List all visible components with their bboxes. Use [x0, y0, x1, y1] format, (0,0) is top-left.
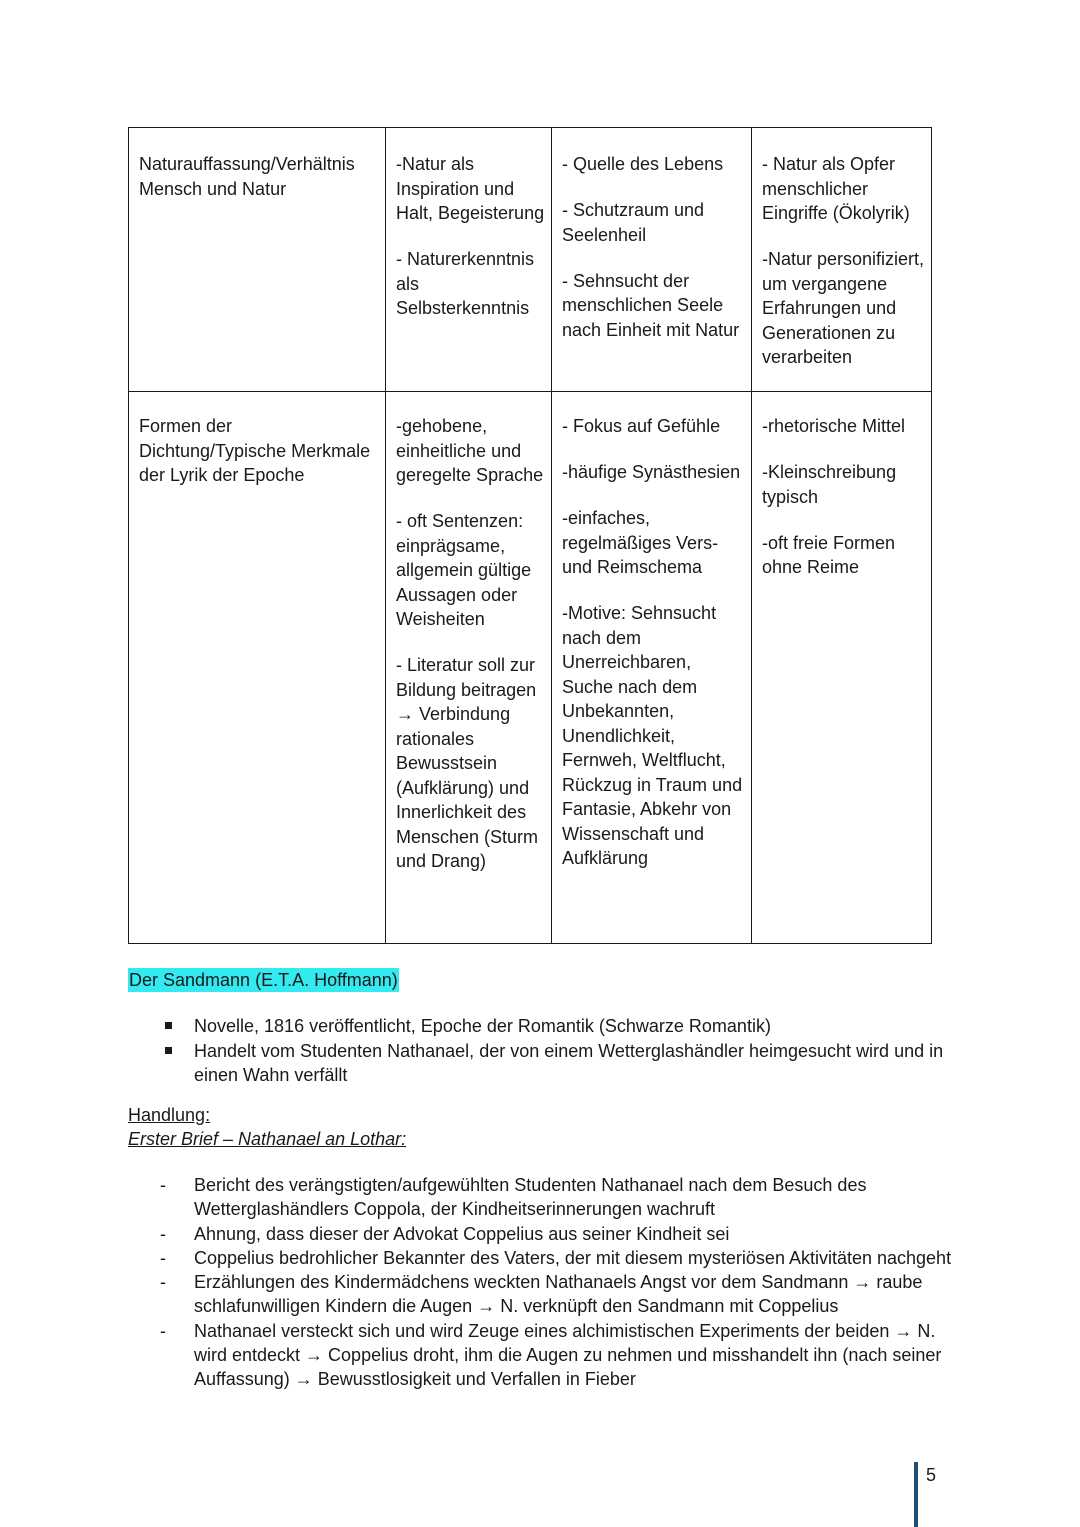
- list-item: [128, 1039, 958, 1088]
- list-item: [128, 1173, 958, 1222]
- table-cell: [386, 392, 552, 944]
- table-cell: [752, 128, 932, 392]
- table-row-forms: [129, 392, 932, 944]
- list-item-text: Novelle, 1816 veröffentlicht, Epoche der Romantik (Schwarze Romantik): [194, 1016, 771, 1036]
- cell-entry: -rhetorische Mittel: [762, 416, 906, 436]
- cell-entry: - Natur als Opfer menschlicher Eingriffe (Ökolyrik): [762, 154, 910, 223]
- letter-heading: Erster Brief – Nathanael an Lothar:: [128, 1129, 407, 1149]
- cell-entry: - Literatur soll zur Bildung beitragen → Verbindung rationales Bewusstsein (Aufklärung) und Innerlichkeit des Menschen (Sturm und Drang): [396, 655, 539, 871]
- cell-entry: - Naturerkenntnis als Selbsterkenntnis: [396, 249, 535, 318]
- page-number: 5: [926, 1465, 937, 1485]
- list-item: [128, 1319, 958, 1392]
- row-label: Naturauffassung/Verhältnis Mensch und Natur: [129, 128, 386, 392]
- table-cell: [552, 392, 752, 944]
- list-item-text: Bericht des verängstigten/aufgewühlten Studenten Nathanael nach dem Besuch des Wetterglashändlers Coppola, der Kindheitserinnerungen wachruft: [194, 1175, 867, 1220]
- list-item-text: Handelt vom Studenten Nathanael, der von einem Wetterglashändler heimgesucht wird und in einen Wahn verfällt: [194, 1040, 944, 1085]
- cell-entry: - Sehnsucht der menschlichen Seele nach Einheit mit Natur: [562, 270, 740, 340]
- page-number-bar: [914, 1462, 918, 1527]
- dash-bullet-icon: -: [160, 1247, 166, 1268]
- list-item: [128, 1222, 958, 1246]
- cell-entry: -Kleinschreibung typisch: [762, 462, 897, 507]
- list-item: [128, 1270, 958, 1319]
- cell-entry: - Schutzraum und Seelenheil: [562, 200, 705, 245]
- epoch-comparison-table: [128, 127, 932, 944]
- dash-bullet-icon: -: [160, 1223, 166, 1244]
- cell-entry: -gehobene, einheitliche und geregelte Sprache: [396, 416, 544, 485]
- cell-entry: -Natur als Inspiration und Halt, Begeisterung: [396, 154, 545, 223]
- list-item-text: Erzählungen des Kindermädchens weckten Nathanaels Angst vor dem Sandmann → raube schlafunwilligen Kindern die Augen → N. verknüpft den Sandmann mit Coppelius: [194, 1272, 923, 1317]
- cell-entry: - Quelle des Lebens: [562, 154, 724, 174]
- table-row-nature: [129, 128, 932, 392]
- table-cell: [752, 392, 932, 944]
- dash-bullet-icon: -: [160, 1320, 166, 1341]
- list-item: [128, 1014, 958, 1039]
- cell-entry: -Motive: Sehnsucht nach dem Unerreichbaren, Suche nach dem Unbekannten, Unendlichkeit, Fernweh, Weltflucht, Rückzug in Traum und Fantasie, Abkehr von Wissenschaft und Aufklärung: [562, 603, 743, 868]
- section-title: Der Sandmann (E.T.A. Hoffmann): [129, 970, 398, 990]
- square-bullet-icon: [165, 1047, 172, 1054]
- table-cell: [552, 128, 752, 392]
- cell-entry: -Natur personifiziert, um vergangene Erfahrungen und Generationen zu verarbeiten: [762, 249, 925, 367]
- list-item: [128, 1246, 958, 1270]
- row-label: Formen der Dichtung/Typische Merkmale der Lyrik der Epoche: [129, 392, 386, 944]
- list-item-text: Ahnung, dass dieser der Advokat Coppelius aus seiner Kindheit sei: [194, 1223, 730, 1244]
- table-cell: [386, 128, 552, 392]
- plot-dash-list: [128, 1173, 958, 1392]
- list-item-text: Coppelius bedrohlicher Bekannter des Vaters, der mit diesem mysteriösen Aktivitäten nachgeht: [194, 1247, 952, 1268]
- cell-entry: -häufige Synästhesien: [562, 462, 741, 482]
- cell-entry: - oft Sentenzen: einprägsame, allgemein gültige Aussagen oder Weisheiten: [396, 511, 532, 629]
- square-bullet-icon: [165, 1022, 172, 1029]
- cell-entry: -einfaches, regelmäßiges Vers- und Reimschema: [562, 508, 719, 577]
- dash-bullet-icon: -: [160, 1175, 166, 1195]
- summary-bullet-list: [128, 1014, 958, 1088]
- cell-entry: - Fokus auf Gefühle: [562, 416, 721, 436]
- dash-bullet-icon: -: [160, 1272, 166, 1293]
- cell-entry: -oft freie Formen ohne Reime: [762, 532, 896, 577]
- list-item-text: Nathanael versteckt sich und wird Zeuge eines alchimistischen Experiments der beiden → N. wird entdeckt → Coppelius droht, ihm die Augen zu nehmen und misshandelt ihn (nach seiner Auffassung) → Bewusstlosigkeit und Verfallen in Fieber: [194, 1320, 942, 1390]
- handlung-heading: Handlung:: [128, 1105, 211, 1125]
